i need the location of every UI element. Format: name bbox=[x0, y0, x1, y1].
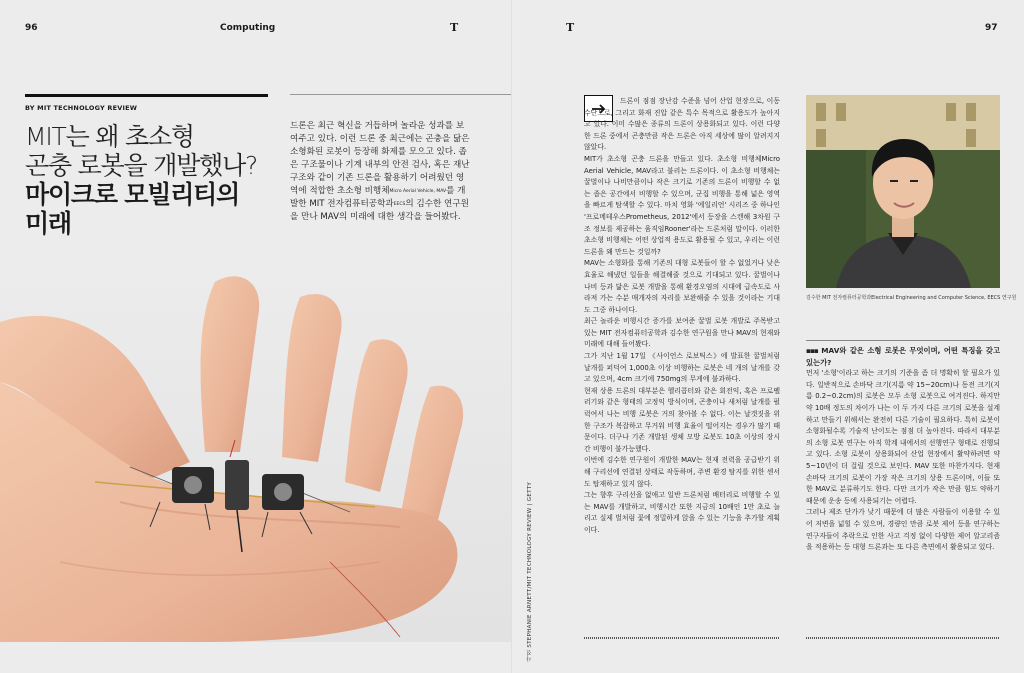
subhead-line-2: 미래 bbox=[25, 209, 71, 238]
article-lede bbox=[290, 120, 470, 224]
column-1-paragraph: 그는 향후 구리선을 없애고 일반 드론처럼 배터리로 비행할 수 있는 MAV를 개발하고, 비행시간 또한 지금의 10배인 1만 초로 늘리고 실제 벌처럼 꽃에 정밀하게 앉을 수 있는 기능을 추가할 계획이다. bbox=[584, 491, 780, 534]
article-headline bbox=[25, 122, 287, 180]
lede-sup-1: Micro Aerial Vehicle, MAV bbox=[389, 189, 447, 194]
lede-rule bbox=[290, 94, 512, 95]
lede-text-3: 의 김수한 연구원을 만나 MAV의 미래에 대한 생각을 들어봤다. bbox=[290, 199, 469, 222]
column-1-paragraph: 이번에 김수한 연구원이 개발한 MAV는 현재 전력을 공급받기 위해 구리선에 연결된 상태로 작동하며, 주변 환경 탐지를 위한 센서도 탑재하고 있지 않다. bbox=[584, 456, 780, 488]
lede-sup-2: EECS bbox=[393, 202, 406, 207]
page-number-right: 97 bbox=[985, 23, 998, 33]
question-1 bbox=[806, 345, 1000, 368]
page-number-left: 96 bbox=[25, 23, 38, 33]
lede-text-2: 를 개발한 MIT 전자컴퓨터공학과 bbox=[290, 186, 466, 209]
logo-mark-right: T bbox=[566, 21, 575, 34]
researcher-portrait bbox=[806, 95, 1000, 288]
logo-mark-left: T bbox=[450, 21, 459, 34]
column-2-footer-rule bbox=[806, 637, 1000, 639]
column-1-paragraph: 현재 상용 드론의 대부분은 헬리콥터와 같은 회전익, 혹은 프로펠러기와 같은 형태의 고정익 방식이며, 곤충이나 새처럼 날개를 펄럭여서 나는 비행 로봇은 거의 찾아볼 수 없다. 이는 날갯짓을 위한 구조가 복잡하고 무거워 비행 효율이 떨어지는 경우가 많기 때문이다. 더구나 기존 개발된 생체 모방 로봇도 10초 이상의 장시간 비행이 불가능했다. bbox=[584, 386, 780, 453]
headline-line-1: MIT는 왜 초소형 bbox=[25, 122, 194, 151]
subhead-line-1: 마이크로 모빌리티의 bbox=[25, 180, 240, 209]
headline-line-2: 곤충 로봇을 개발했나? bbox=[25, 151, 258, 180]
qa-marker-icon: ▪▪▪ bbox=[806, 346, 818, 355]
column-1-paragraph: 그가 지난 1월 17일 《사이언스 로보틱스》에 발표한 꿀벌처럼 날개를 퍼덕여 1,000초 이상 비행하는 로봇은 네 개의 날개를 갖고 있으며, 4cm 크기에 750mg의 무게에 불과하다. bbox=[584, 352, 780, 384]
answer-1-paragraph: 먼저 '소형'이라고 하는 크기의 기준을 좀 더 명확히 할 필요가 있다. 일반적으로 손바닥 크기(지름 약 15~20cm)나 동전 크기(지름 0.2~0.2cm)의 로봇은 모두 소형 로봇으로 여겨진다. 하지만 약 10배 정도의 차이가 나는 이 두 가지 다른 크기의 로봇을 설계하고 만들기 위해서는 완전히 다른 기술이 필요하다. 특히 로봇이 소형화될수록 기술적 난이도는 점점 더 높아진다. 따라서 대부분의 소형 로봇 연구는 아직 학계 내에서의 선행연구 형태로 진행되고 있다. 소형 로봇이 상용화되어 산업 현장에서 활약하려면 약 5~10년이 더 걸릴 것으로 보인다. MAV 또한 마찬가지다. 현재 손바닥 크기의 로봇이 가장 작은 크기의 상용 드론이며, 이들 또한 MAV로 분류하기도 한다. 다만 크기가 작은 만큼 힘도 약하기 때문에 운송 등에 사용되기는 어렵다. bbox=[806, 369, 1000, 505]
article-subhead bbox=[25, 180, 287, 238]
photo-credit: 사진 STEPHANIE ARNETT/MIT TECHNOLOGY REVIEW | GETTY bbox=[527, 482, 533, 662]
portrait-caption: 김수한 MIT 전자컴퓨터공학과Electrical Engineering and Computer Science, EECS 연구원 bbox=[806, 295, 1017, 301]
lede-text-1: 드론은 최근 혁신을 거듭하며 놀라운 성과를 보여주고 있다. 이런 드론 중 최근에는 곤충을 닮은 소형화된 로봇이 등장해 화제를 모으고 있다. 좁은 구조물이나 기계 내부의 안전 검사, 혹은 재난 구조와 같이 기존 드론을 활용하기 어려웠던 영역에 적합한 초소형 비행체 bbox=[290, 121, 470, 196]
question-1-text: MAV와 같은 소형 로봇은 무엇이며, 어떤 특징을 갖고 있는가? bbox=[806, 346, 1001, 367]
kicker-rule bbox=[25, 94, 268, 97]
column-1-footer-rule bbox=[584, 637, 780, 639]
answer-1-paragraph: 그러나 제조 단가가 낮기 때문에 더 많은 사람들이 이용할 수 있어 저변을 넓힐 수 있으며, 경량인 만큼 로봇 제어 등을 연구하는 연구자들이 추락으로 인한 사고 걱정 없이 다양한 제어 알고리즘을 적용하는 등 대형 드론과는 또 다른 측면에서 활용되고 있다. bbox=[806, 508, 1000, 552]
section-title: Computing bbox=[220, 23, 276, 33]
body-column-1 bbox=[584, 96, 780, 537]
column-1-paragraph: MIT가 초소형 곤충 드론을 만들고 있다. 초소형 비행체Micro Aerial Vehicle, MAV라고 불리는 드론이다. 이 초소형 비행체는 꿀벌이나 나비만큼이나 작은 크기로 기존의 드론이 비행할 수 없는 좁은 공간에서 비행할 수 있으며, 군집 비행을 통해 넓은 영역을 빠르게 탐색할 수 있다. 마치 영화 '에일리언' 시리즈 중 하나인 '프로메테우스Prometheus, 2012'에서 등장을 스캔해 3차원 구조 정보를 제공하는 움직임Rooner'라는 드론처럼 말이다. 이러한 초소형 비행체는 어떤 상업적 용도로 활용될 수 있고, 우리는 이런 드론을 왜 만드는 것일까? bbox=[584, 154, 780, 256]
body-column-2 bbox=[806, 345, 1000, 554]
column-1-paragraph: 드론이 점점 장난감 수준을 넘어 산업 현장으로, 이동 수단으로, 그리고 화재 진압 같은 특수 목적으로 활용도가 높아지고 있다. 이미 수많은 종류의 드론이 상용화되고 있다. 이런 다양한 드론 중에서 곤충만큼 작은 드론은 아직 세상에 많이 알려지지 않았다. bbox=[584, 97, 780, 152]
spine-fold bbox=[511, 0, 513, 673]
column-1-paragraph: 최근 놀라운 비행시간 증가를 보여준 꿀벌 로봇 개발로 주목받고 있는 MIT 전자컴퓨터공학과 김수한 연구원을 만나 MAV의 현재와 미래에 대해 들어봤다. bbox=[584, 317, 780, 349]
column-1-paragraph: MAV는 소형화를 통해 기존의 대형 로봇들이 할 수 없었거나 낮은 효율로 해냈던 일들을 해결해줄 것으로 기대되고 있다. 꿀벌이나 나비 등과 닮은 로봇 개발을 통해 환경오염의 시대에 급속도로 사라져 가는 수분 매개자의 자리를 보완해줄 수 있을 것이라는 기대도 그중 하나이다. bbox=[584, 259, 780, 314]
hand-with-robot-photo bbox=[0, 262, 512, 642]
qa-rule bbox=[806, 340, 1000, 341]
article-kicker: BY MIT TECHNOLOGY REVIEW bbox=[25, 104, 138, 112]
